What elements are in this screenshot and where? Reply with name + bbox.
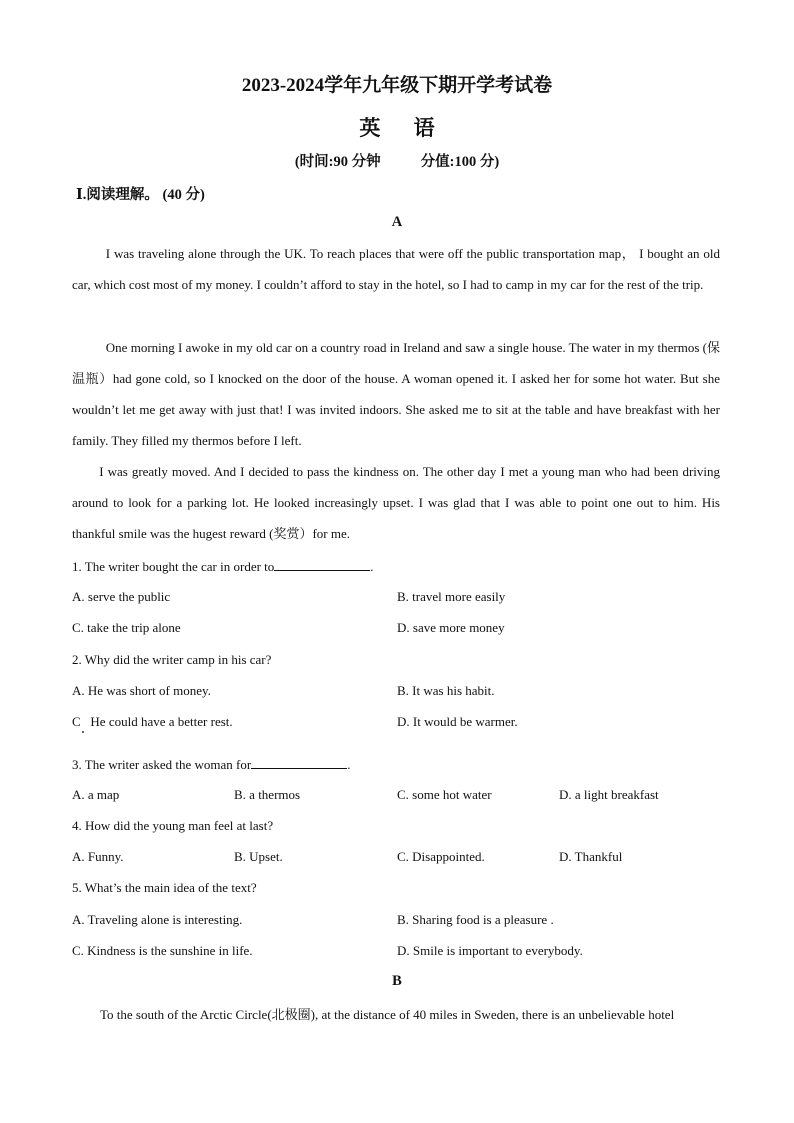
score-info: 分值:100 分) [420, 154, 500, 170]
option[interactable]: C He could have a better rest. [72, 714, 233, 729]
stray-mark [82, 731, 84, 733]
passage-b-paragraph: To the south of the Arctic Circle(北极圈), at the distance of 40 miles in Sweden, there is an unbelievable hotel [100, 1007, 675, 1022]
option[interactable]: C. take the trip alone [72, 620, 181, 635]
question-stem: 1. The writer bought the car in order to . [72, 559, 374, 574]
option[interactable]: B. travel more easily [397, 589, 506, 604]
option[interactable]: A. He was short of money. [72, 683, 211, 698]
passage-a-label: A [391, 214, 403, 230]
option[interactable]: B. Upset. [234, 849, 283, 864]
option[interactable]: B. a thermos [234, 787, 301, 802]
passage-a-paragraph: I was greatly moved. And I decided to pass the kindness on. The other day I met a young man who had been driving around to look for a parking lot. He looked increasingly upset. I was glad that I was able to point one out to him. His thankful smile was the hugest reward (奖赏）for me. [72, 464, 720, 541]
option[interactable]: C. Disappointed. [397, 849, 485, 864]
option[interactable]: D. It would be warmer. [397, 714, 518, 729]
option[interactable]: B. Sharing food is a pleasure . [397, 912, 554, 927]
passage-a-paragraph: One morning I awoke in my old car on a country road in Ireland and saw a single house. The water in my thermos (保温瓶）had gone cold, so I knocked on the door of the house. A woman opened it. I asked her for some hot water. But she wouldn’t let me get away with just that! I was invited indoors. She asked me to sit at the table and have breakfast with her family. They filled my thermos before I left. [72, 340, 720, 448]
exam-info [0, 150, 794, 171]
passage-b-label: B [392, 973, 402, 989]
option[interactable]: D. save more money [397, 620, 505, 635]
option[interactable]: C. some hot water [397, 787, 492, 802]
answer-blank[interactable] [251, 756, 347, 769]
option[interactable]: D. Thankful [559, 849, 623, 864]
option[interactable]: D. Smile is important to everybody. [397, 943, 583, 958]
time-info: (时间:90 分钟 [294, 154, 381, 170]
option[interactable]: D. a light breakfast [559, 787, 659, 802]
answer-blank[interactable] [274, 558, 370, 571]
question-stem: 5. What’s the main idea of the text? [72, 880, 257, 895]
question-stem: 2. Why did the writer camp in his car? [72, 652, 272, 667]
section-heading: Ⅰ.阅读理解。 (40 分) [76, 187, 205, 203]
question-stem: 3. The writer asked the woman for . [72, 757, 351, 772]
option[interactable]: A. serve the public [72, 589, 171, 604]
exam-title: 2023-2024学年九年级下期开学考试卷 [241, 75, 553, 96]
option[interactable]: A. Funny. [72, 849, 124, 864]
option[interactable]: A. Traveling alone is interesting. [72, 912, 243, 927]
question-stem: 4. How did the young man feel at last? [72, 818, 274, 833]
subject-title: 英 语 [359, 116, 449, 140]
passage-a-paragraph: I was traveling alone through the UK. To reach places that were off the public transportation map， I bought an old car, which cost most of my money. I couldn’t afford to stay in the hotel, so I had to camp in my car for the rest of the trip. [72, 246, 720, 292]
option[interactable]: B. It was his habit. [397, 683, 495, 698]
option[interactable]: C. Kindness is the sunshine in life. [72, 943, 253, 958]
option[interactable]: A. a map [72, 787, 120, 802]
